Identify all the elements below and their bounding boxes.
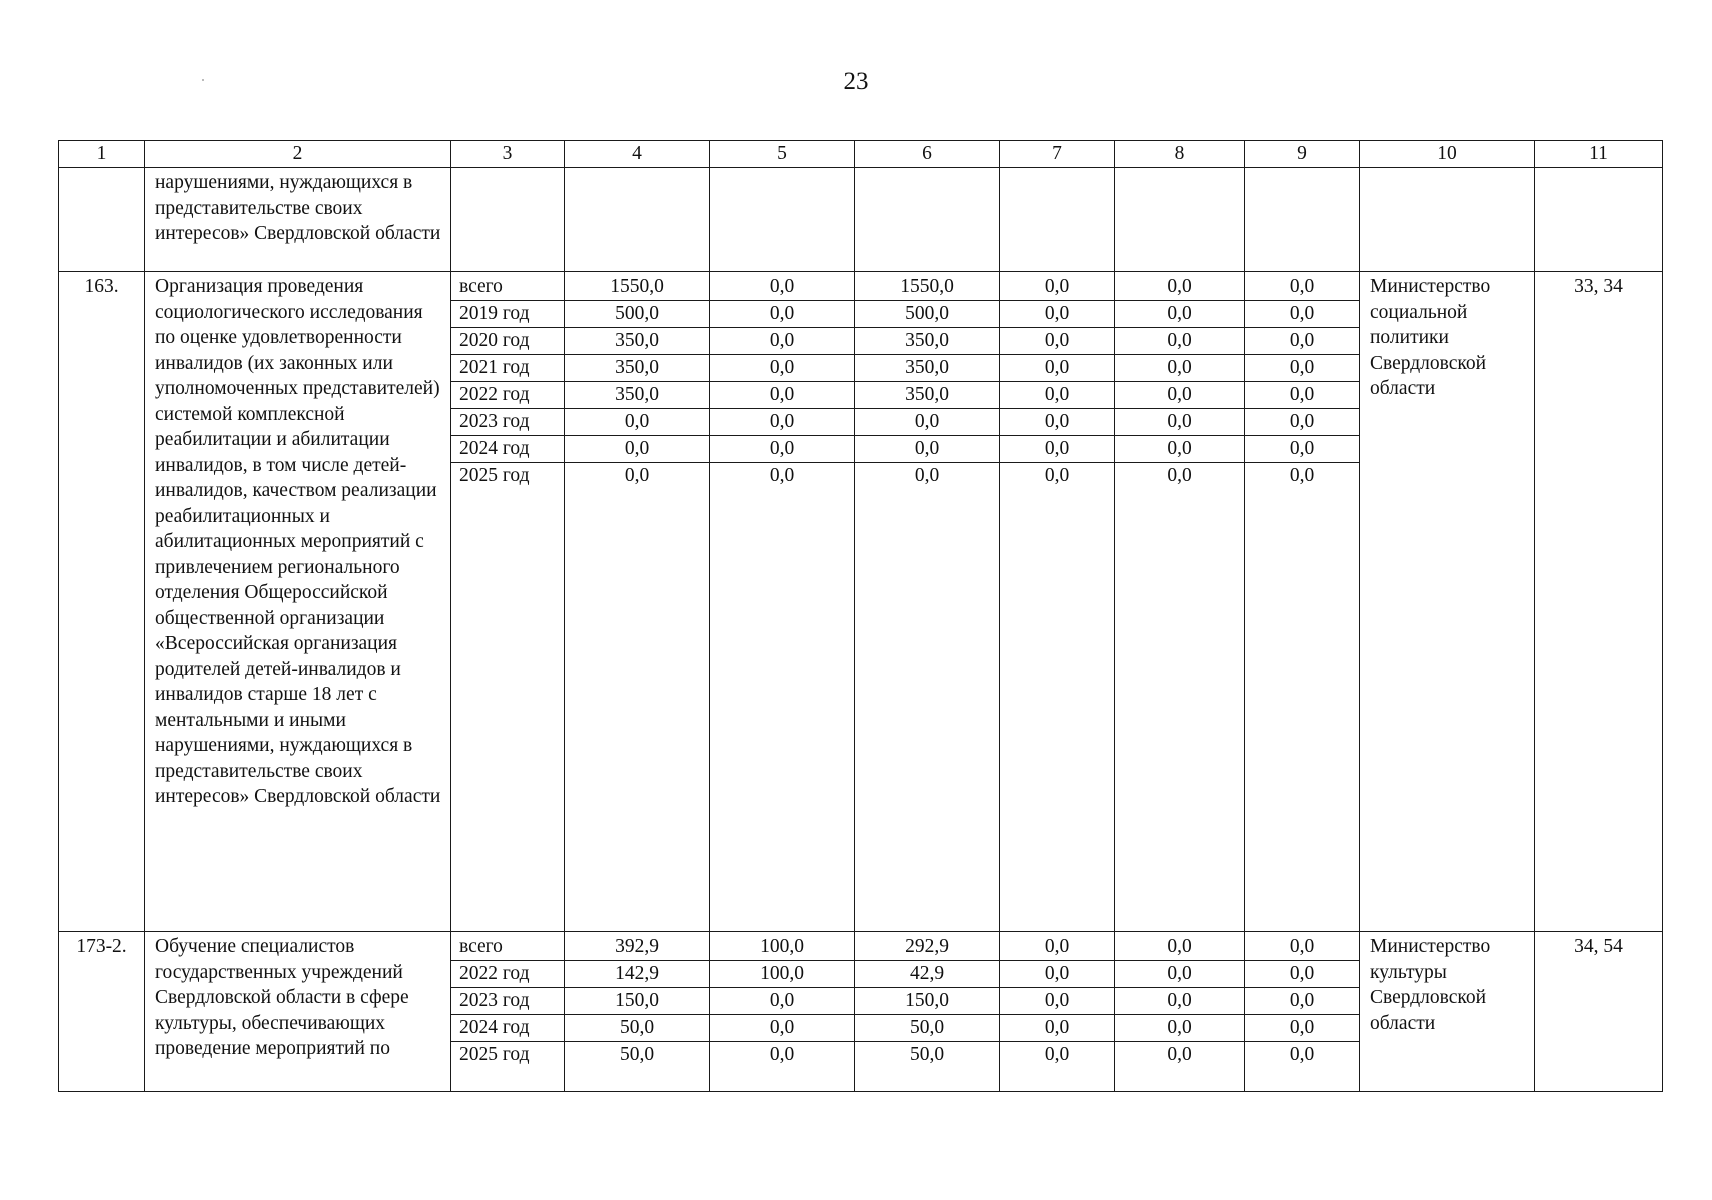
value-cell: 0,0 [1000, 961, 1114, 988]
period-label: 2024 год [451, 1015, 564, 1042]
row-number: 163. [59, 272, 145, 932]
value-cell: 0,0 [710, 382, 854, 409]
value-cell: 0,0 [1245, 328, 1359, 355]
value-cell: 0,0 [1000, 355, 1114, 382]
value-cell: 0,0 [1245, 355, 1359, 382]
value-cell: 500,0 [855, 301, 999, 328]
col6-values [855, 272, 1000, 932]
col8-values [1115, 932, 1245, 1092]
value-cell: 0,0 [1245, 436, 1359, 463]
value-cell: 0,0 [710, 355, 854, 382]
value-cell: 0,0 [1115, 301, 1244, 328]
scan-artifact [202, 79, 204, 81]
value-cell: 50,0 [855, 1015, 999, 1042]
empty-cell [1360, 168, 1535, 272]
period-label: 2022 год [451, 961, 564, 988]
value-cell: 0,0 [1115, 988, 1244, 1015]
column-header: 4 [565, 141, 710, 168]
column-number-header-row [59, 141, 1663, 168]
value-cell: 150,0 [855, 988, 999, 1015]
col5-values [710, 932, 855, 1092]
period-label: 2021 год [451, 355, 564, 382]
value-cell: 0,0 [710, 328, 854, 355]
value-cell: 0,0 [710, 988, 854, 1015]
value-cell: 0,0 [1167, 1044, 1192, 1065]
value-cell: 0,0 [710, 436, 854, 463]
column-header: 5 [710, 141, 855, 168]
period-list [451, 272, 565, 932]
empty-cell [1000, 168, 1115, 272]
value-cell: 350,0 [565, 355, 709, 382]
col9-values [1245, 932, 1360, 1092]
value-cell: 0,0 [624, 465, 650, 486]
value-cell: 0,0 [565, 436, 709, 463]
value-cell: 0,0 [1000, 274, 1114, 301]
col8-values [1115, 272, 1245, 932]
col9-values [1245, 272, 1360, 932]
value-cell: 0,0 [710, 274, 854, 301]
activity-name: нарушениями, нуждающихся в представительстве своих интересов» Свердловской области [145, 168, 451, 272]
column-header: 10 [1360, 141, 1535, 168]
period-label: всего [451, 274, 564, 301]
period-label: 2023 год [451, 988, 564, 1015]
column-header: 8 [1115, 141, 1245, 168]
period-label: 2023 год [451, 409, 564, 436]
value-cell: 0,0 [710, 301, 854, 328]
value-cell: 0,0 [769, 1044, 795, 1065]
value-cell: 1550,0 [855, 274, 999, 301]
target-indicators: 33, 34 [1535, 272, 1663, 932]
value-cell: 0,0 [1115, 961, 1244, 988]
value-cell: 0,0 [1115, 934, 1244, 961]
value-cell: 0,0 [914, 465, 940, 486]
table-row [59, 932, 1663, 1092]
value-cell: 50,0 [565, 1015, 709, 1042]
value-cell: 500,0 [565, 301, 709, 328]
value-cell: 0,0 [710, 409, 854, 436]
value-cell: 0,0 [1245, 409, 1359, 436]
value-cell: 100,0 [710, 934, 854, 961]
col7-values [1000, 932, 1115, 1092]
program-activities-table [58, 140, 1663, 1092]
empty-cell [1535, 168, 1663, 272]
value-cell: 0,0 [1115, 274, 1244, 301]
col7-values [1000, 272, 1115, 932]
empty-cell [710, 168, 855, 272]
value-cell: 100,0 [710, 961, 854, 988]
period-list [451, 932, 565, 1092]
value-cell: 0,0 [1000, 988, 1114, 1015]
value-cell: 42,9 [855, 961, 999, 988]
period-label: 2025 год [459, 465, 530, 486]
value-cell: 0,0 [855, 436, 999, 463]
value-cell: 0,0 [1245, 934, 1359, 961]
empty-cell [1245, 168, 1360, 272]
empty-cell [565, 168, 710, 272]
empty-cell [1115, 168, 1245, 272]
value-cell: 350,0 [565, 328, 709, 355]
column-header: 2 [145, 141, 451, 168]
period-label: всего [451, 934, 564, 961]
col4-values [565, 272, 710, 932]
page-number: 23 [843, 68, 869, 95]
value-cell: 142,9 [565, 961, 709, 988]
value-cell: 0,0 [1245, 301, 1359, 328]
value-cell: 0,0 [1000, 328, 1114, 355]
value-cell: 0,0 [1289, 465, 1315, 486]
continuation-row [59, 168, 1663, 272]
period-label: 2019 год [451, 301, 564, 328]
value-cell: 0,0 [565, 409, 709, 436]
activity-name: Обучение специалистов государственных учреждений Свердловской области в сфере культуры, обеспечивающих проведение мероприятий по [145, 932, 451, 1092]
value-cell: 0,0 [1000, 382, 1114, 409]
value-cell: 0,0 [1044, 1044, 1070, 1065]
executor: Министерство социальной политики Свердловской области [1360, 272, 1535, 932]
period-label: 2024 год [451, 436, 564, 463]
value-cell: 0,0 [1000, 436, 1114, 463]
executor: Министерство культуры Свердловской области [1360, 932, 1535, 1092]
value-cell: 0,0 [1245, 1015, 1359, 1042]
value-cell: 292,9 [855, 934, 999, 961]
row-number [59, 168, 145, 272]
value-cell: 1550,0 [565, 274, 709, 301]
col5-values [710, 272, 855, 932]
value-cell: 0,0 [1000, 934, 1114, 961]
period-label: 2020 год [451, 328, 564, 355]
table-row [59, 272, 1663, 932]
value-cell: 0,0 [1000, 1015, 1114, 1042]
value-cell: 350,0 [855, 328, 999, 355]
column-header: 1 [59, 141, 145, 168]
empty-cell [451, 168, 565, 272]
column-header: 9 [1245, 141, 1360, 168]
col4-values [565, 932, 710, 1092]
value-cell: 0,0 [1245, 382, 1359, 409]
value-cell: 350,0 [565, 382, 709, 409]
value-cell: 0,0 [1000, 301, 1114, 328]
value-cell: 392,9 [565, 934, 709, 961]
value-cell: 50,0 [909, 1044, 945, 1065]
value-cell: 0,0 [769, 465, 795, 486]
period-label: 2022 год [451, 382, 564, 409]
col6-values [855, 932, 1000, 1092]
value-cell: 0,0 [1044, 465, 1070, 486]
column-header: 3 [451, 141, 565, 168]
value-cell: 0,0 [855, 409, 999, 436]
value-cell: 0,0 [1245, 961, 1359, 988]
value-cell: 0,0 [1000, 409, 1114, 436]
value-cell: 0,0 [1289, 1044, 1315, 1065]
value-cell: 0,0 [1245, 988, 1359, 1015]
column-header: 6 [855, 141, 1000, 168]
value-cell: 0,0 [1115, 436, 1244, 463]
value-cell: 0,0 [710, 1015, 854, 1042]
value-cell: 350,0 [855, 382, 999, 409]
empty-cell [855, 168, 1000, 272]
value-cell: 0,0 [1115, 328, 1244, 355]
value-cell: 0,0 [1245, 274, 1359, 301]
value-cell: 150,0 [565, 988, 709, 1015]
value-cell: 0,0 [1115, 1015, 1244, 1042]
period-label: 2025 год [459, 1044, 530, 1065]
value-cell: 0,0 [1115, 409, 1244, 436]
value-cell: 0,0 [1167, 465, 1192, 486]
activity-name: Организация проведения социологического исследования по оценке удовлетворенности инвалидов (их законных или уполномоченных представителей) системой комплексной реабилитации и абилитации инвалидов, в том числе детей-инвалидов, качеством реализации реабилитационных и абилитационных мероприятий с привлечением регионального отделения Общероссийской общественной организации «Всероссийская организация родителей детей-инвалидов и инвалидов старше 18 лет с ментальными и иными нарушениями, нуждающихся в представительстве своих интересов» Свердловской области [145, 272, 451, 932]
value-cell: 50,0 [619, 1044, 655, 1065]
row-number: 173-2. [59, 932, 145, 1092]
value-cell: 0,0 [1115, 355, 1244, 382]
target-indicators: 34, 54 [1535, 932, 1663, 1092]
value-cell: 350,0 [855, 355, 999, 382]
column-header: 7 [1000, 141, 1115, 168]
column-header: 11 [1535, 141, 1663, 168]
value-cell: 0,0 [1115, 382, 1244, 409]
